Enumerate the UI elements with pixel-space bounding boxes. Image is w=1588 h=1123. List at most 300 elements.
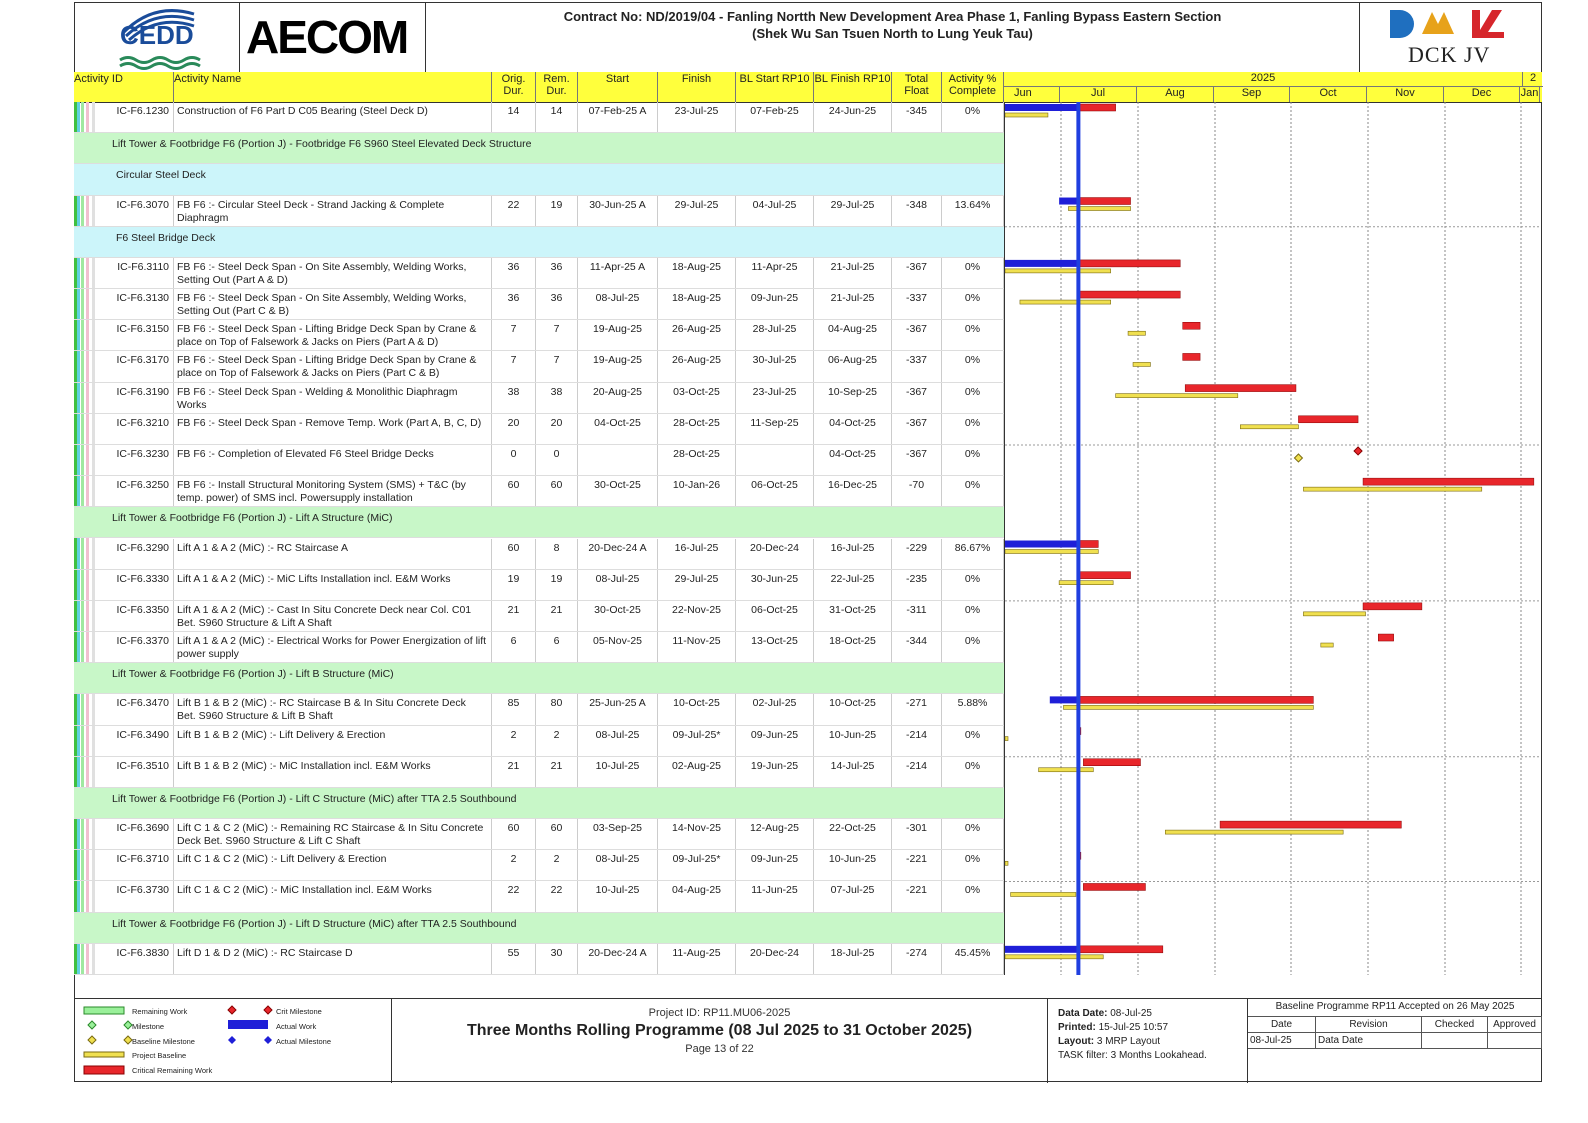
activity-id: IC-F6.3250: [100, 476, 174, 507]
timeline-header: [1004, 72, 1542, 103]
legend-critical-label: Critical Remaining Work: [132, 1066, 213, 1075]
activity-name: Lift A 1 & A 2 (MiC) :- RC Staircase A: [174, 539, 492, 570]
activity-id: IC-F6.1230: [100, 102, 174, 133]
bl-finish-date: 04-Aug-25: [814, 320, 892, 351]
bl-finish-date: 10-Sep-25: [814, 383, 892, 414]
total-float: -311: [892, 601, 942, 632]
total-float: -301: [892, 819, 942, 850]
actual-work-bar: [1059, 198, 1078, 205]
rem-duration: 80: [536, 694, 578, 725]
gantt-group-band: [1005, 913, 1541, 944]
orig-duration: 6: [492, 632, 536, 663]
total-float: -367: [892, 258, 942, 289]
pct-complete: 0%: [942, 632, 1004, 663]
rem-duration: 20: [536, 414, 578, 445]
actual-work-bar: [1005, 104, 1078, 111]
rem-duration: 2: [536, 850, 578, 881]
cedd-wordmark: CEDD: [120, 20, 194, 50]
activity-id: IC-F6.3150: [100, 320, 174, 351]
total-float: -271: [892, 694, 942, 725]
legend-remaining-label: Remaining Work: [132, 1007, 188, 1016]
orig-duration: 36: [492, 289, 536, 320]
pct-complete: 0%: [942, 726, 1004, 757]
col-bl-start[interactable]: BL Start RP10: [736, 72, 814, 102]
activity-id: IC-F6.3070: [100, 196, 174, 227]
critical-remaining-bar: [1078, 946, 1162, 953]
timeline-month: Nov: [1367, 87, 1444, 102]
legend-actual-swatch: [228, 1020, 268, 1029]
milestone-icon: [88, 1021, 96, 1029]
total-float: -367: [892, 445, 942, 476]
legend-milestone-label: Milestone: [132, 1022, 165, 1031]
activity-row[interactable]: [74, 476, 1004, 507]
gantt-group-band: [1005, 164, 1541, 195]
timeline-year: 2025: [1004, 72, 1522, 87]
bl-start-date: 19-Jun-25: [736, 757, 814, 788]
baseline-bar: [1059, 581, 1113, 585]
bl-finish-date: 18-Jul-25: [814, 944, 892, 975]
dck-jv-wordmark: DCK JV: [1408, 42, 1491, 67]
baseline-milestone-icon: [88, 1036, 96, 1044]
critical-remaining-bar: [1078, 696, 1313, 703]
timeline-month: Jul: [1060, 87, 1137, 102]
start-date: 05-Nov-25: [578, 632, 658, 663]
wbs-group-row[interactable]: [74, 788, 1004, 819]
rem-duration: 21: [536, 601, 578, 632]
critical-remaining-bar: [1185, 385, 1296, 392]
start-date: 20-Dec-24 A: [578, 539, 658, 570]
revision-col-header: Checked: [1422, 1017, 1488, 1032]
baseline-bar: [1005, 955, 1103, 959]
wbs-group-label: Lift Tower & Footbridge F6 (Portion J) - Lift C Structure (MiC) after TTA 2.5 Southbound: [112, 792, 517, 805]
start-date: 03-Sep-25: [578, 819, 658, 850]
gantt-group-band: [1005, 507, 1541, 538]
total-float: -221: [892, 881, 942, 912]
activity-id: IC-F6.3690: [100, 819, 174, 850]
rem-duration: 60: [536, 476, 578, 507]
critical-remaining-bar: [1378, 634, 1393, 641]
bl-finish-date: 04-Oct-25: [814, 445, 892, 476]
activity-id: IC-F6.3170: [100, 351, 174, 382]
activity-id: IC-F6.3290: [100, 539, 174, 570]
activity-row[interactable]: [74, 757, 1004, 788]
finish-date: 28-Oct-25: [658, 445, 736, 476]
activity-name: Lift B 1 & B 2 (MiC) :- MiC Installation incl. E&M Works: [174, 757, 492, 788]
bl-finish-date: 16-Jul-25: [814, 539, 892, 570]
wbs-group-row[interactable]: [74, 133, 1004, 164]
bl-start-date: 11-Sep-25: [736, 414, 814, 445]
bl-start-date: 12-Aug-25: [736, 819, 814, 850]
col-bl-finish[interactable]: BL Finish RP10: [814, 72, 892, 102]
legend-baseline-label: Project Baseline: [132, 1051, 187, 1060]
orig-duration: 85: [492, 694, 536, 725]
activity-name: Lift A 1 & A 2 (MiC) :- MiC Lifts Installation incl. E&M Works: [174, 570, 492, 601]
total-float: -344: [892, 632, 942, 663]
activity-row[interactable]: [74, 383, 1004, 414]
finish-date: 18-Aug-25: [658, 289, 736, 320]
activity-id: IC-F6.3330: [100, 570, 174, 601]
critical-remaining-bar: [1183, 353, 1200, 360]
rem-duration: 0: [536, 445, 578, 476]
rem-duration: 7: [536, 351, 578, 382]
activity-id: IC-F6.3470: [100, 694, 174, 725]
activity-id: IC-F6.3370: [100, 632, 174, 663]
activity-name: FB F6 :- Steel Deck Span - Lifting Bridge Deck Span by Crane & place on Top of Falsework & Jacks on Piers (Part A & D): [174, 320, 492, 351]
revision-col-header: Date: [1248, 1017, 1316, 1032]
bl-start-date: 04-Jul-25: [736, 196, 814, 227]
pct-complete: 0%: [942, 850, 1004, 881]
rem-duration: 36: [536, 289, 578, 320]
revision-cell: Data Date: [1316, 1033, 1422, 1048]
table-header: [74, 72, 1004, 103]
activity-name: FB F6 :- Steel Deck Span - On Site Assembly, Welding Works, Setting Out (Part A & D): [174, 258, 492, 289]
bl-finish-date: 04-Oct-25: [814, 414, 892, 445]
pct-complete: 0%: [942, 445, 1004, 476]
rem-duration: 19: [536, 196, 578, 227]
crit-milestone-icon: [228, 1006, 236, 1014]
bl-finish-date: 10-Jun-25: [814, 726, 892, 757]
orig-duration: 7: [492, 351, 536, 382]
col-activity-name[interactable]: Activity Name: [174, 72, 492, 102]
orig-duration: 22: [492, 196, 536, 227]
col-activity-id[interactable]: Activity ID: [74, 72, 174, 102]
start-date: 08-Jul-25: [578, 850, 658, 881]
critical-remaining-bar: [1078, 104, 1115, 111]
bl-start-date: 07-Feb-25: [736, 102, 814, 133]
rem-duration: 30: [536, 944, 578, 975]
activity-name: Lift C 1 & C 2 (MiC) :- Remaining RC Staircase & In Situ Concrete Deck Bet. S960 Structure & Lift C Shaft: [174, 819, 492, 850]
total-float: -345: [892, 102, 942, 133]
finish-date: 10-Jan-26: [658, 476, 736, 507]
activity-id: IC-F6.3210: [100, 414, 174, 445]
activity-row[interactable]: [74, 196, 1004, 227]
total-float: -367: [892, 320, 942, 351]
start-date: 10-Jul-25: [578, 881, 658, 912]
critical-remaining-bar: [1078, 260, 1180, 267]
baseline-bar: [1133, 362, 1150, 366]
activity-row[interactable]: [74, 539, 1004, 570]
activity-name: Lift A 1 & A 2 (MiC) :- Electrical Works for Power Energization of lift power supply: [174, 632, 492, 663]
baseline-bar: [1005, 269, 1111, 273]
start-date: 08-Jul-25: [578, 570, 658, 601]
start-date: 07-Feb-25 A: [578, 102, 658, 133]
total-float: -235: [892, 570, 942, 601]
finish-date: 09-Jul-25*: [658, 726, 736, 757]
gantt-group-band: [1005, 133, 1541, 164]
col-orig-dur[interactable]: Orig. Dur.: [492, 72, 536, 102]
gantt-chart: [1004, 102, 1542, 975]
bl-finish-date: 21-Jul-25: [814, 289, 892, 320]
total-float: -214: [892, 757, 942, 788]
revision-cell: [1422, 1033, 1488, 1048]
critical-remaining-bar: [1078, 572, 1130, 579]
wbs-group-label: Lift Tower & Footbridge F6 (Portion J) - Lift D Structure (MiC) after TTA 2.5 Southbound: [112, 917, 517, 930]
activity-id: IC-F6.3830: [100, 944, 174, 975]
legend-actual-label: Actual Work: [276, 1022, 317, 1031]
orig-duration: 36: [492, 258, 536, 289]
bl-finish-date: 22-Jul-25: [814, 570, 892, 601]
revision-table: [1248, 999, 1542, 1083]
activity-name: Lift D 1 & D 2 (MiC) :- RC Staircase D: [174, 944, 492, 975]
activity-row[interactable]: [74, 601, 1004, 632]
baseline-bar: [1063, 705, 1313, 709]
timeline-month: Sep: [1214, 87, 1290, 102]
activity-name: FB F6 :- Steel Deck Span - On Site Assembly, Welding Works, Setting Out (Part C & B): [174, 289, 492, 320]
orig-duration: 19: [492, 570, 536, 601]
pct-complete: 0%: [942, 414, 1004, 445]
pct-complete: 0%: [942, 476, 1004, 507]
activity-row[interactable]: [74, 632, 1004, 663]
baseline-bar: [1039, 768, 1094, 772]
project-id: Project ID: RP11.MU06-2025: [648, 1007, 791, 1019]
bl-start-date: 28-Jul-25: [736, 320, 814, 351]
pct-complete: 0%: [942, 819, 1004, 850]
col-rem-dur[interactable]: Rem. Dur.: [536, 72, 578, 102]
title-line-1: Contract No: ND/2019/04 - Fanling Nortth New Development Area Phase 1, Fanling Bypass Eastern Section: [563, 9, 1222, 24]
bl-start-date: 06-Oct-25: [736, 601, 814, 632]
activity-row[interactable]: [74, 289, 1004, 320]
bl-start-date: 20-Dec-24: [736, 539, 814, 570]
total-float: -337: [892, 351, 942, 382]
actual-work-bar: [1050, 696, 1079, 703]
revision-cell: [1488, 1033, 1542, 1048]
activity-row[interactable]: [74, 726, 1004, 757]
activity-table: [74, 102, 1004, 975]
bl-finish-date: 22-Oct-25: [814, 819, 892, 850]
activity-row[interactable]: [74, 414, 1004, 445]
finish-date: 11-Aug-25: [658, 944, 736, 975]
baseline-bar: [1005, 861, 1008, 865]
finish-date: 04-Aug-25: [658, 881, 736, 912]
pct-complete: 0%: [942, 570, 1004, 601]
bl-finish-date: 31-Oct-25: [814, 601, 892, 632]
start-date: 04-Oct-25: [578, 414, 658, 445]
total-float: -348: [892, 196, 942, 227]
baseline-milestone-marker: [1294, 454, 1302, 462]
dck-emblem-icon: [1360, 4, 1542, 44]
legend-baseline-milestone-label: Baseline Milestone: [132, 1037, 195, 1046]
pct-complete: 0%: [942, 289, 1004, 320]
activity-id: IC-F6.3510: [100, 757, 174, 788]
finish-date: 09-Jul-25*: [658, 850, 736, 881]
pct-complete: 0%: [942, 757, 1004, 788]
activity-row[interactable]: [74, 320, 1004, 351]
revision-col-header: Approved: [1488, 1017, 1542, 1032]
baseline-bar: [1020, 300, 1111, 304]
start-date: 30-Jun-25 A: [578, 196, 658, 227]
activity-id: IC-F6.3490: [100, 726, 174, 757]
timeline-next-year: 2: [1522, 72, 1543, 87]
finish-date: 29-Jul-25: [658, 570, 736, 601]
wbs-group-row[interactable]: [74, 913, 1004, 944]
start-date: 25-Jun-25 A: [578, 694, 658, 725]
activity-id: IC-F6.3190: [100, 383, 174, 414]
baseline-bar: [1321, 643, 1333, 647]
activity-row[interactable]: [74, 944, 1004, 975]
bl-start-date: 30-Jul-25: [736, 351, 814, 382]
activity-row[interactable]: [74, 694, 1004, 725]
gantt-group-band: [1005, 227, 1541, 258]
pct-complete: 0%: [942, 601, 1004, 632]
baseline-bar: [1303, 612, 1365, 616]
legend: [74, 999, 392, 1083]
finish-date: 02-Aug-25: [658, 757, 736, 788]
activity-row[interactable]: [74, 445, 1004, 476]
activity-row[interactable]: [74, 819, 1004, 850]
critical-remaining-bar: [1078, 541, 1098, 548]
pct-complete: 13.64%: [942, 196, 1004, 227]
timeline-month: Aug: [1137, 87, 1214, 102]
col-start[interactable]: Start: [578, 72, 658, 102]
col-total-float[interactable]: Total Float: [892, 72, 942, 102]
col-pct-complete[interactable]: Activity % Complete: [942, 72, 1004, 102]
activity-id: IC-F6.3350: [100, 601, 174, 632]
activity-name: FB F6 :- Steel Deck Span - Remove Temp. Work (Part A, B, C, D): [174, 414, 492, 445]
timeline-month: Jun: [1004, 87, 1060, 102]
bl-finish-date: 10-Jun-25: [814, 850, 892, 881]
start-date: 10-Jul-25: [578, 757, 658, 788]
activity-name: FB F6 :- Completion of Elevated F6 Steel Bridge Decks: [174, 445, 492, 476]
pct-complete: 0%: [942, 320, 1004, 351]
aecom-logo: [240, 2, 426, 72]
critical-remaining-bar: [1363, 603, 1422, 610]
activity-name: Lift B 1 & B 2 (MiC) :- RC Staircase B & In Situ Concrete Deck Bet. S960 Structure & Lift B Shaft: [174, 694, 492, 725]
revision-col-header: Revision: [1316, 1017, 1422, 1032]
rem-duration: 2: [536, 726, 578, 757]
programme-info: [392, 999, 1048, 1083]
pct-complete: 0%: [942, 383, 1004, 414]
critical-remaining-bar: [1078, 198, 1130, 205]
data-date-row: Data Date: 08-Jul-25: [1058, 1008, 1152, 1019]
total-float: -367: [892, 383, 942, 414]
page-header: [74, 2, 1542, 73]
orig-duration: 7: [492, 320, 536, 351]
start-date: 11-Apr-25 A: [578, 258, 658, 289]
wbs-group-row[interactable]: [74, 164, 1004, 195]
page-number: Page 13 of 22: [685, 1043, 754, 1055]
aecom-wordmark: AECOM: [246, 11, 408, 63]
total-float: -229: [892, 539, 942, 570]
critical-remaining-bar: [1083, 759, 1140, 766]
start-date: 20-Dec-24 A: [578, 944, 658, 975]
bl-start-date: 13-Oct-25: [736, 632, 814, 663]
orig-duration: 2: [492, 726, 536, 757]
wbs-group-label: Circular Steel Deck: [116, 169, 206, 182]
programme-title: Three Months Rolling Programme (08 Jul 2025 to 31 October 2025): [466, 1022, 973, 1039]
finish-date: 28-Oct-25: [658, 414, 736, 445]
rem-duration: 22: [536, 881, 578, 912]
rem-duration: 19: [536, 570, 578, 601]
bl-start-date: 09-Jun-25: [736, 726, 814, 757]
layout-row: Layout: 3 MRP Layout: [1058, 1036, 1161, 1047]
bl-start-date: 02-Jul-25: [736, 694, 814, 725]
rem-duration: 60: [536, 819, 578, 850]
pct-complete: 45.45%: [942, 944, 1004, 975]
crit-milestone-icon: [264, 1006, 272, 1014]
revision-cell: 08-Jul-25: [1248, 1033, 1316, 1048]
start-date: 08-Jul-25: [578, 289, 658, 320]
actual-milestone-icon: [228, 1036, 236, 1044]
legend-actual-milestone-label: Actual Milestone: [276, 1037, 332, 1046]
page-footer: [74, 998, 1542, 1083]
baseline-bar: [1128, 331, 1145, 335]
rem-duration: 21: [536, 757, 578, 788]
rem-duration: 8: [536, 539, 578, 570]
finish-date: 23-Jul-25: [658, 102, 736, 133]
baseline-bar: [1303, 487, 1481, 491]
bl-start-date: [736, 445, 814, 476]
orig-duration: 38: [492, 383, 536, 414]
orig-duration: 0: [492, 445, 536, 476]
activity-row[interactable]: [74, 102, 1004, 133]
wbs-group-label: Lift Tower & Footbridge F6 (Portion J) - Lift B Structure (MiC): [112, 668, 394, 681]
orig-duration: 60: [492, 819, 536, 850]
legend-critical-swatch: [84, 1066, 124, 1074]
timeline-month: Oct: [1290, 87, 1367, 102]
wbs-group-label: Lift Tower & Footbridge F6 (Portion J) - Footbridge F6 S960 Steel Elevated Deck Structure: [112, 138, 532, 151]
activity-name: FB F6 :- Steel Deck Span - Welding & Monolithic Diaphragm Works: [174, 383, 492, 414]
finish-date: 18-Aug-25: [658, 258, 736, 289]
total-float: -214: [892, 726, 942, 757]
wbs-group-row[interactable]: [74, 227, 1004, 258]
pct-complete: 0%: [942, 881, 1004, 912]
gantt-canvas: [1005, 102, 1541, 975]
bl-start-date: 09-Jun-25: [736, 289, 814, 320]
bl-finish-date: 18-Oct-25: [814, 632, 892, 663]
orig-duration: 55: [492, 944, 536, 975]
activity-id: IC-F6.3730: [100, 881, 174, 912]
orig-duration: 22: [492, 881, 536, 912]
total-float: -221: [892, 850, 942, 881]
critical-remaining-bar: [1220, 821, 1401, 828]
actual-work-bar: [1005, 541, 1078, 548]
bl-start-date: 06-Oct-25: [736, 476, 814, 507]
wbs-group-label: F6 Steel Bridge Deck: [116, 231, 216, 244]
bl-finish-date: 07-Jul-25: [814, 881, 892, 912]
activity-row[interactable]: [74, 351, 1004, 382]
activity-name: Lift C 1 & C 2 (MiC) :- MiC Installation incl. E&M Works: [174, 881, 492, 912]
col-finish[interactable]: Finish: [658, 72, 736, 102]
activity-id: IC-F6.3110: [100, 258, 174, 289]
legend-crit-milestone-label: Crit Milestone: [276, 1007, 322, 1016]
gantt-group-band: [1005, 788, 1541, 819]
activity-row[interactable]: [74, 258, 1004, 289]
bl-start-date: 20-Dec-24: [736, 944, 814, 975]
baseline-bar: [1005, 737, 1008, 741]
activity-row[interactable]: [74, 850, 1004, 881]
finish-date: 29-Jul-25: [658, 196, 736, 227]
contract-title: [426, 2, 1360, 72]
activity-row[interactable]: [74, 881, 1004, 912]
bl-finish-date: 10-Oct-25: [814, 694, 892, 725]
finish-date: 03-Oct-25: [658, 383, 736, 414]
start-date: [578, 445, 658, 476]
activity-name: FB F6 :- Steel Deck Span - Lifting Bridge Deck Span by Crane & place on Top of Falsework & Jacks on Piers (Part C & B): [174, 351, 492, 382]
activity-name: Lift B 1 & B 2 (MiC) :- Lift Delivery & Erection: [174, 726, 492, 757]
bl-finish-date: 24-Jun-25: [814, 102, 892, 133]
pct-complete: 0%: [942, 258, 1004, 289]
wbs-group-row[interactable]: [74, 663, 1004, 694]
orig-duration: 60: [492, 476, 536, 507]
activity-row[interactable]: [74, 570, 1004, 601]
wbs-group-row[interactable]: [74, 507, 1004, 538]
finish-date: 16-Jul-25: [658, 539, 736, 570]
rem-duration: 38: [536, 383, 578, 414]
bl-finish-date: 21-Jul-25: [814, 258, 892, 289]
start-date: 20-Aug-25: [578, 383, 658, 414]
orig-duration: 21: [492, 757, 536, 788]
total-float: -337: [892, 289, 942, 320]
